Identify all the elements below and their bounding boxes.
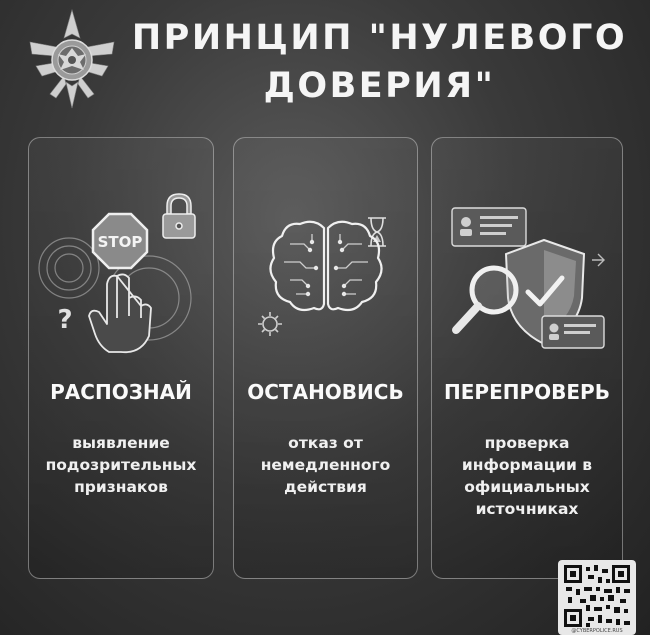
desc-line: официальных xyxy=(464,478,590,496)
card-description xyxy=(238,432,413,498)
card-recognize xyxy=(28,137,214,579)
qr-code-icon xyxy=(564,565,630,627)
title-line-2: ДОВЕРИЯ" xyxy=(263,66,496,106)
desc-line: немедленного xyxy=(260,456,391,474)
card-description xyxy=(33,432,209,498)
desc-line: действия xyxy=(284,478,367,496)
card-recheck xyxy=(431,137,623,579)
card-stop xyxy=(233,137,418,579)
desc-line: признаков xyxy=(74,478,168,496)
desc-line: источниках xyxy=(475,500,579,518)
shield-magnifier-icon xyxy=(432,188,622,358)
card-description xyxy=(436,432,618,520)
card-heading: ОСТАНОВИСЬ xyxy=(247,380,404,404)
brain-hourglass-icon xyxy=(234,188,417,358)
card-heading: ПЕРЕПРОВЕРЬ xyxy=(444,380,610,404)
card-heading: РАСПОЗНАЙ xyxy=(50,380,192,404)
title-line-1: ПРИНЦИП "НУЛЕВОГО xyxy=(131,18,628,58)
qr-caption: @CYBERPOLICE.RUS xyxy=(571,628,623,634)
qr-code[interactable] xyxy=(558,560,636,635)
svg-text:?: ? xyxy=(57,305,73,335)
page-title xyxy=(122,14,637,110)
desc-line: выявление xyxy=(72,434,170,452)
stop-hand-icon xyxy=(29,188,213,358)
desc-line: проверка xyxy=(484,434,570,452)
eagle-emblem-icon xyxy=(22,4,122,112)
stop-sign-text: STOP xyxy=(97,233,143,251)
desc-line: информации в xyxy=(461,456,593,474)
desc-line: подозрительных xyxy=(45,456,197,474)
desc-line: отказ от xyxy=(288,434,363,452)
